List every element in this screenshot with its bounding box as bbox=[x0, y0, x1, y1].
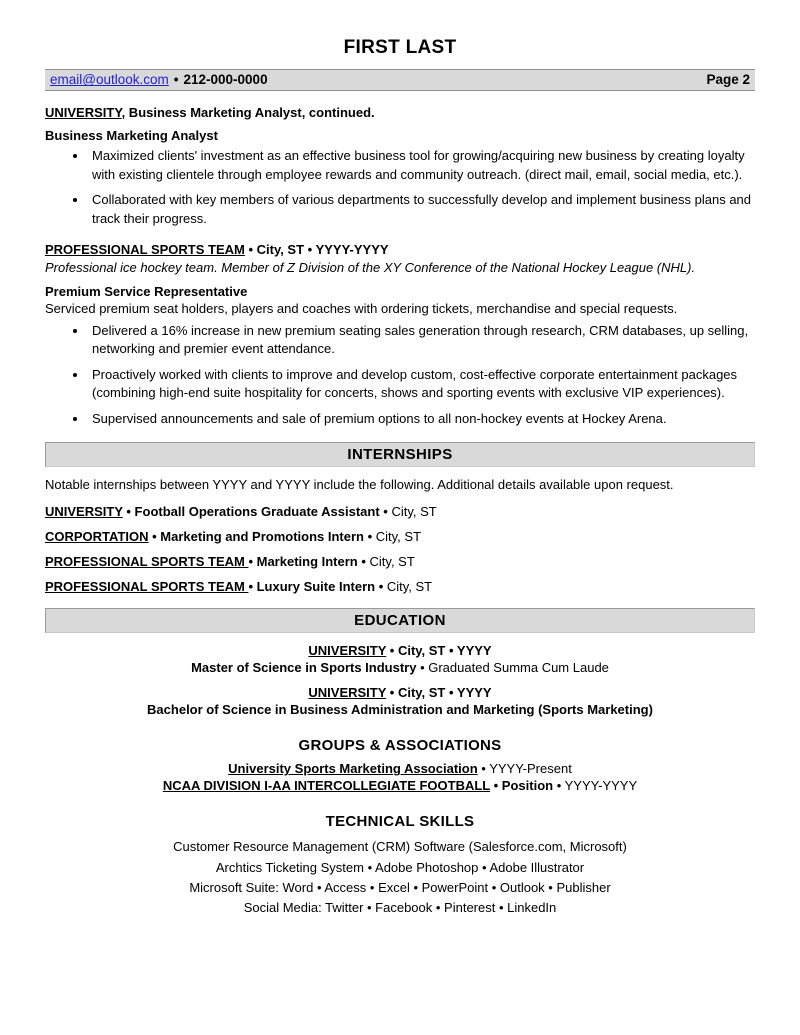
sports-team-job-title: Premium Service Representative bbox=[45, 283, 248, 299]
group-org: University Sports Marketing Association bbox=[228, 761, 478, 777]
contact-header-bar bbox=[45, 69, 755, 91]
list-item: Maximized clients' investment as an effective business tool for growing/acquiring new business by creating loyalty with existing clientele through employee rewards and community outreach. (direct mail, email, social media, etc.). bbox=[45, 147, 755, 184]
internship-location: City, ST bbox=[375, 529, 422, 545]
list-item bbox=[45, 504, 755, 519]
list-item: Archtics Ticketing System • Adobe Photoshop • Adobe Illustrator bbox=[215, 859, 585, 875]
list-item bbox=[45, 778, 755, 793]
sports-team-description: Professional ice hockey team. Member of Z Division of the XY Conference of the National Hockey League (NHL). bbox=[45, 260, 696, 276]
continued-job-header bbox=[45, 104, 755, 122]
education-degree-line bbox=[45, 702, 755, 717]
list-item: Social Media: Twitter • Facebook • Pinterest • LinkedIn bbox=[243, 899, 557, 915]
internship-role: • Marketing and Promotions Intern • bbox=[148, 529, 376, 545]
list-item: Collaborated with key members of various departments to successfully develop and implement business plans and track their progress. bbox=[45, 191, 755, 228]
education-degree: Bachelor of Science in Business Administration and Marketing (Sports Marketing) bbox=[147, 702, 653, 718]
sports-team-company-line bbox=[45, 242, 755, 257]
page-number: Page 2 bbox=[706, 72, 750, 88]
internship-location: City, ST bbox=[386, 579, 433, 595]
group-dates: • YYYY-YYYY bbox=[553, 778, 638, 794]
internship-org: PROFESSIONAL SPORTS TEAM bbox=[45, 579, 249, 595]
internships-intro: Notable internships between YYYY and YYYY include the following. Additional details available upon request. bbox=[45, 477, 674, 493]
internship-role: • Football Operations Graduate Assistant • bbox=[122, 504, 392, 520]
internship-org: PROFESSIONAL SPORTS TEAM bbox=[45, 554, 249, 570]
list-item bbox=[45, 761, 755, 776]
education-school-line bbox=[45, 685, 755, 700]
internship-org: UNIVERSITY bbox=[45, 504, 123, 520]
section-heading-technical-skills: TECHNICAL SKILLS bbox=[325, 813, 475, 831]
education-school-meta: • City, ST • YYYY bbox=[386, 685, 492, 701]
skills-list bbox=[45, 838, 755, 916]
internship-org: CORPORTATION bbox=[45, 529, 149, 545]
group-position: • Position bbox=[490, 778, 554, 794]
sports-team-bullets bbox=[45, 322, 755, 428]
internship-role: • Luxury Suite Intern • bbox=[248, 579, 387, 595]
internship-role: • Marketing Intern • bbox=[248, 554, 370, 570]
section-heading-groups: GROUPS & ASSOCIATIONS bbox=[298, 737, 502, 755]
sports-team-company: PROFESSIONAL SPORTS TEAM bbox=[45, 242, 245, 258]
list-item: Delivered a 16% increase in new premium seating sales generation through research, CRM databases, up selling, networking and premier event attendance. bbox=[45, 322, 755, 359]
continued-job-meta: , Business Marketing Analyst, continued. bbox=[121, 104, 375, 120]
list-item: Supervised announcements and sale of premium options to all non-hockey events at Hockey Arena. bbox=[45, 410, 755, 428]
list-item: Proactively worked with clients to improve and develop custom, cost-effective corporate entertainment packages (combining high-end suite hospitality for concerts, shows and sporting events with exclusive VIP experiences). bbox=[45, 366, 755, 403]
education-school: UNIVERSITY bbox=[308, 643, 387, 659]
education-school: UNIVERSITY bbox=[308, 685, 387, 701]
education-entries bbox=[45, 643, 755, 717]
section-heading-education: EDUCATION bbox=[45, 608, 755, 633]
education-school-line bbox=[45, 643, 755, 658]
phone-number: 212-000-0000 bbox=[183, 72, 268, 88]
groups-list bbox=[45, 761, 755, 793]
list-item bbox=[45, 529, 755, 544]
section-heading-internships: INTERNSHIPS bbox=[45, 442, 755, 467]
list-item bbox=[45, 579, 755, 594]
continued-job-bullets bbox=[45, 147, 755, 228]
continued-job-company: UNIVERSITY bbox=[45, 104, 122, 120]
education-school-meta: • City, ST • YYYY bbox=[386, 643, 492, 659]
education-degree-extra: • Graduated Summa Cum Laude bbox=[416, 660, 609, 676]
education-degree: Master of Science in Sports Industry bbox=[191, 660, 417, 676]
email-link[interactable]: email@outlook.com bbox=[50, 72, 169, 88]
list-item: Microsoft Suite: Word • Access • Excel • PowerPoint • Outlook • Publisher bbox=[189, 879, 611, 895]
internship-location: City, ST bbox=[391, 504, 437, 520]
contact-separator: • bbox=[173, 72, 179, 88]
internship-location: City, ST bbox=[369, 554, 415, 570]
contact-info bbox=[50, 72, 268, 87]
continued-job-title: Business Marketing Analyst bbox=[45, 128, 218, 144]
sports-team-meta: • City, ST • YYYY-YYYY bbox=[244, 242, 389, 258]
group-dates: • YYYY-Present bbox=[477, 761, 572, 777]
page-title: FIRST LAST bbox=[343, 37, 457, 58]
sports-team-summary: Serviced premium seat holders, players and coaches with ordering tickets, merchandise and special requests. bbox=[45, 300, 678, 316]
group-org: NCAA DIVISION I-AA INTERCOLLEGIATE FOOTBALL bbox=[162, 778, 491, 794]
list-item bbox=[45, 554, 755, 569]
list-item: Customer Resource Management (CRM) Software (Salesforce.com, Microsoft) bbox=[173, 839, 627, 855]
education-degree-line bbox=[45, 660, 755, 675]
